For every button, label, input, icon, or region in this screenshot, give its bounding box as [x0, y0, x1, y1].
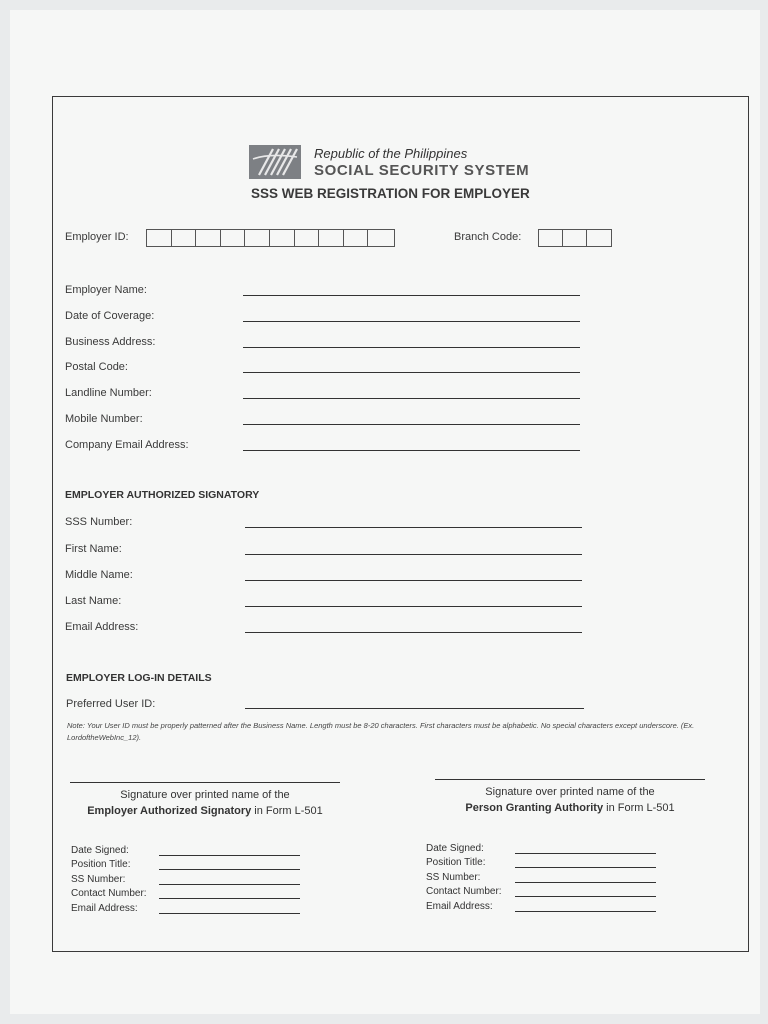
left-contact-number-label: Contact Number:: [71, 888, 147, 899]
right-position-title-label: Position Title:: [426, 857, 486, 868]
first-name-label: First Name:: [65, 543, 122, 555]
employer-name-label: Employer Name:: [65, 284, 147, 296]
right-ss-number-label: SS Number:: [426, 872, 481, 883]
preferred-user-id-label: Preferred User ID:: [66, 698, 156, 710]
email-address-label: Email Address:: [65, 621, 139, 633]
signature-line-right[interactable]: [435, 779, 705, 780]
sss-logo-icon: [249, 145, 301, 179]
sss-number-label: SSS Number:: [65, 516, 133, 528]
form-border: [52, 96, 749, 952]
login-heading: EMPLOYER LOG-IN DETAILS: [66, 672, 212, 684]
right-email-address-field[interactable]: [515, 911, 656, 912]
right-contact-number-field[interactable]: [515, 896, 656, 897]
left-ss-number-label: SS Number:: [71, 874, 126, 885]
last-name-field[interactable]: [245, 606, 582, 607]
right-ss-number-field[interactable]: [515, 882, 656, 883]
user-id-note: Note: Your User ID must be properly patterned after the Business Name. Length must be 8-20 characters. First characters must be alphabetic. No special characters except underscore. (Ex. LordoftheWebInc_12).: [67, 721, 695, 742]
sss-number-field[interactable]: [245, 527, 582, 528]
left-email-address-field[interactable]: [159, 913, 300, 914]
middle-name-label: Middle Name:: [65, 569, 133, 581]
employer-name-field[interactable]: [243, 295, 580, 296]
form-ref-left: in Form L-501: [251, 805, 323, 817]
signature-caption-left-line1: Signature over printed name of the: [120, 789, 290, 801]
date-of-coverage-label: Date of Coverage:: [65, 310, 155, 322]
postal-code-label: Postal Code:: [65, 361, 128, 373]
signature-line-left[interactable]: [70, 782, 340, 783]
mobile-number-field[interactable]: [243, 424, 580, 425]
republic-text: Republic of the Philippines: [314, 146, 468, 161]
left-position-title-field[interactable]: [159, 869, 300, 870]
form-ref-right: in Form L-501: [603, 802, 675, 814]
right-contact-number-label: Contact Number:: [426, 886, 502, 897]
agency-name: SOCIAL SECURITY SYSTEM: [314, 162, 530, 179]
employer-id-label: Employer ID:: [65, 231, 129, 243]
form-title: SSS WEB REGISTRATION FOR EMPLOYER: [251, 186, 530, 201]
right-date-signed-label: Date Signed:: [426, 843, 484, 854]
employer-id-boxes[interactable]: [146, 229, 395, 247]
signature-caption-right-line1: Signature over printed name of the: [485, 786, 655, 798]
email-address-field[interactable]: [245, 632, 582, 633]
signature-caption-right: [435, 784, 705, 816]
preferred-user-id-field[interactable]: [245, 708, 584, 709]
signatory-role-right: Person Granting Authority: [465, 802, 604, 814]
left-email-address-label: Email Address:: [71, 903, 138, 914]
signature-caption-left: [70, 787, 340, 819]
landline-number-field[interactable]: [243, 398, 580, 399]
left-position-title-label: Position Title:: [71, 859, 131, 870]
business-address-field[interactable]: [243, 347, 580, 348]
mobile-number-label: Mobile Number:: [65, 413, 143, 425]
left-ss-number-field[interactable]: [159, 884, 300, 885]
business-address-label: Business Address:: [65, 336, 156, 348]
postal-code-field[interactable]: [243, 372, 580, 373]
branch-code-boxes[interactable]: [538, 229, 612, 247]
company-email-label: Company Email Address:: [65, 439, 189, 451]
last-name-label: Last Name:: [65, 595, 122, 607]
date-of-coverage-field[interactable]: [243, 321, 580, 322]
right-position-title-field[interactable]: [515, 867, 656, 868]
middle-name-field[interactable]: [245, 580, 582, 581]
right-email-address-label: Email Address:: [426, 901, 493, 912]
company-email-field[interactable]: [243, 450, 580, 451]
left-contact-number-field[interactable]: [159, 898, 300, 899]
signatory-heading: EMPLOYER AUTHORIZED SIGNATORY: [65, 489, 260, 501]
right-date-signed-field[interactable]: [515, 853, 656, 854]
first-name-field[interactable]: [245, 554, 582, 555]
landline-number-label: Landline Number:: [65, 387, 152, 399]
left-date-signed-label: Date Signed:: [71, 845, 129, 856]
branch-code-label: Branch Code:: [454, 231, 522, 243]
left-date-signed-field[interactable]: [159, 855, 300, 856]
signatory-role-left: Employer Authorized Signatory: [87, 805, 252, 817]
